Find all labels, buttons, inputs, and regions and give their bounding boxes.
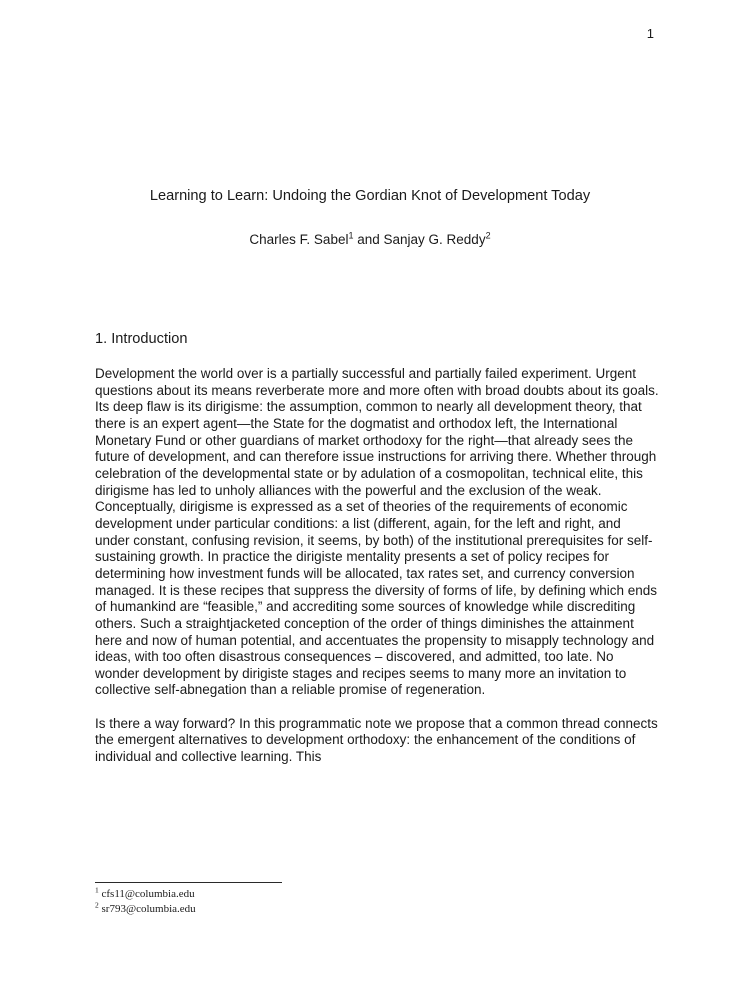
footnote-2-marker: 2 — [95, 899, 99, 909]
footnote-1 — [95, 887, 659, 902]
body-text-block — [95, 366, 659, 782]
author-first-name: Charles F. Sabel — [249, 232, 349, 247]
footnote-2-text: sr793@columbia.edu — [101, 902, 196, 915]
author-second-name: Sanjay G. Reddy — [383, 232, 486, 247]
footnote-2 — [95, 899, 659, 917]
footnote-1-text: cfs11@columbia.edu — [101, 888, 195, 900]
author-first-footnote-ref: 1 — [348, 230, 354, 241]
author-second-footnote-ref: 2 — [485, 230, 491, 241]
footnote-1-marker: 1 — [95, 885, 99, 895]
paragraph-2: Is there a way forward? In this programmatic note we propose that a common thread connects the emergent alternatives to development orthodoxy: the enhancement of the conditions of individual and collective learning. This — [95, 715, 658, 765]
paper-title: Learning to Learn: Undoing the Gordian Knot of Development Today — [149, 188, 591, 204]
footnote-area — [95, 882, 659, 916]
footnote-separator-rule — [95, 882, 282, 883]
authors-separator: and — [353, 232, 384, 247]
section-heading-introduction: 1. Introduction — [95, 331, 188, 347]
authors-line — [0, 232, 740, 247]
paragraph-1: Development the world over is a partially successful and partially failed experiment. Urgent questions about its means reverberate more and more often with broad doubts about its goals. Its deep flaw is its dirigisme: the assumption, common to nearly all development theory, that there is an expert agent—the State for the dogmatist and orthodox left, the International Monetary Fund or other guardians of market orthodoxy for the right—that already sees the future of development, and can therefore issue instructions for arriving there. Whether through celebration of the developmental state or by adulation of a cosmopolitan, technical elite, this dirigisme has led to unholy alliances with the powerful and the exclusion of the weak. Conceptually, dirigisme is expressed as a set of theories of the requirements of economic development under particular conditions: a list (different, again, for the left and right, and under constant, confusing revision, it seems, by both) of the institutional prerequisites for self-sustaining growth. In practice the dirigiste mentality presents a set of policy recipes for determining how investment funds will be allocated, tax rates set, and currency conversion managed. It is these recipes that suppress the diversity of forms of life, by defining which ends of humankind are “feasible,” and accrediting some sources of knowledge while discrediting others. Such a straightjacketed conception of the order of things diminishes the attainment here and now of human potential, and accentuates the propensity to misapply technology and ideas, with too often disastrous consequences – discovered, and admitted, too late. No wonder development by dirigiste stages and recipes seems to many more an invitation to collective self-abnegation than a reliable promise of regeneration. — [95, 366, 659, 698]
page-number: 1 — [646, 26, 654, 41]
